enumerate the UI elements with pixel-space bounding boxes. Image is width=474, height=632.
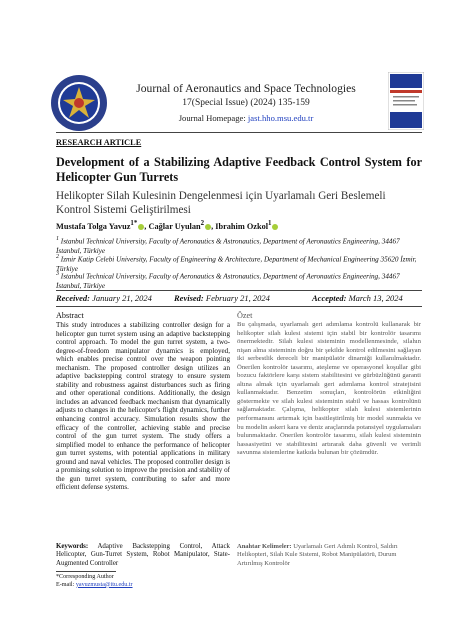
orcid-icon[interactable] [138,224,144,230]
author-name: Ibrahim Ozkol [215,221,269,231]
accepted-date: Accepted: March 13, 2024 [312,293,403,303]
journal-homepage [121,113,371,123]
journal-title: Journal of Aeronautics and Space Technologies [136,82,356,95]
ozet-text: Bu çalışmada, uyarlamalı geri adımlama kontrolü kullanarak bir helikopter silah kulesi sistemi için stabil bir kontrolör tasarımı önermektedir. Silah kulesi sisteminin modellenmesinde, silahın nişan alma sisteminin doğru bir şekilde kontrol edilmesini sağlayan iki serbestlik dereceli bir manipülatör dinamiği kullanılmaktadır. Önerilen kontrolör tasarımı, ateşleme ve operasyonel koşullar gibi bozucu faktörlere karşı sistem stabilitesini ve gürbüzlüğünü garanti altına almak için uyarlamalı geri adımlama kontrol stratejisini kullanmaktadır. Benzetim sonuçları, kontrolörün etkinliğini göstermekte ve silah kulesi sisteminin stabil ve hassas kontrolünü sağlamaktadır. Çalışma, helikopter silah kulesi sistemlerinin performansını artırmak için basitleştirilmiş bir model sunmakta ve bu modelin askeri kara ve deniz araçlarında potansiyel uygulamaları bulunmaktadır. Önerilen kontrolör tasarımı, silah kulesi sisteminin hassasiyetini ve stabilitesini artırarak daha güvenli ve verimli savunma sistemlerine katkıda bulunan bir çözümdür. [237,321,421,457]
received-date: Received: January 21, 2024 [56,293,152,303]
orcid-icon[interactable] [205,224,211,230]
keywords-label: Anahtar Kelimeler: [237,543,292,550]
dates-top-divider [56,290,422,291]
author-name: Cağlar Uyulan [148,221,201,231]
header-divider [56,132,422,133]
article-title-tr: Helikopter Silah Kulesinin Dengelenmesi için Uyarlamalı Geri Beslemeli Kontrol Sistemi Geliştirilmesi [56,190,386,216]
orcid-icon[interactable] [272,224,278,230]
journal-cover-image [388,72,424,130]
author-sup: 1* [130,220,138,227]
ozet-heading: Özet [237,311,253,320]
dates-bottom-divider [56,306,422,307]
author-sup: 1 [268,220,272,227]
university-logo [50,73,108,133]
article-title-en: Development of a Stabilizing Adaptive Feedback Control System for Helicopter Gun Turrets [56,155,422,184]
affiliation: $^2$ Izmir Katip Celebi University, Faculty of Engineering & Architecture, Department of Mechanical Engineering 35620 İzmir, Türkiye [56,254,417,273]
keywords-value: Uyarlamalı Geri Adımlı Kontrol, Saldırı Helikopteri, Silah Kule Sistemi, Robot Manipülatörü, Durum Artırılmış Kontrolör [237,543,398,567]
journal-issue: 17(Special Issue) (2024) 135-159 [182,98,310,108]
author-sup: 2 [200,220,205,227]
keywords-en [56,543,230,568]
homepage-label: Journal Homepage: [178,113,246,123]
email-link[interactable]: yavuzmusta@itu.edu.tr [75,581,133,588]
author-list: Mustafa Tolga Yavuz$^{1*}$ , Cağlar Uyulan$^2$ , Ibrahim Ozkol$^1$ [56,220,278,231]
affiliation: $^3$ Istanbul Technical University, Faculty of Aeronautics & Astronautics, Department of Aeronautics Engineering, 34467 İstanbul, Türkiye [56,271,400,290]
revised-date: Revised: February 21, 2024 [174,293,270,303]
keywords-label: Keywords: [56,543,89,550]
corresponding-author: *Corresponding Author [56,574,114,580]
keywords-tr [237,543,421,568]
article-type: RESEARCH ARTICLE [56,138,142,147]
footnote [56,574,133,589]
abstract-text: This study introduces a stabilizing controller design for a helicopter gun turret system using an adaptive backstepping control approach. To model the gun turret system, a two-degree-of-freedom manipulator dynamics is employed, which enables precise control over the weapon pointing mechanism. The proposed controller design utilizes an adaptive backstepping control strategy to ensure system stability and robustness against disturbances such as firing and other operational conditions. Additionally, the design includes an advanced feedback mechanism that dynamically adjusts to changes in the helicopter's flight dynamics, further enhancing control accuracy. Simulation results show the efficacy of the controller, achieving stable and precise control of the gun turret system. The study offers a simplified model to enhance the performance of helicopter gun turret systems, with potential applications in military ground and naval vehicles. The proposed controller design is a promising solution to improve the precision and stability of the gun turret system, contributing to safer and more efficient defense systems. [56,321,230,492]
footnote-divider [56,571,116,572]
abstract-heading: Abstract [56,311,84,320]
affiliation: $^1$ Istanbul Technical University, Faculty of Aeronautics & Astronautics, Department of Aeronautics Engineering, 34467 İstanbul, Türkiye [56,236,400,255]
email-line: E-mail: yavuzmusta@itu.edu.tr [56,581,133,588]
keywords-value: Adaptive Backstepping Control, Attack Helicopter, Gun-Turret System, Robot Manipulator, State-Augmented Controller [56,543,230,567]
author-name: Mustafa Tolga Yavuz [56,221,131,231]
homepage-link[interactable]: jast.hho.msu.edu.tr [247,113,314,123]
